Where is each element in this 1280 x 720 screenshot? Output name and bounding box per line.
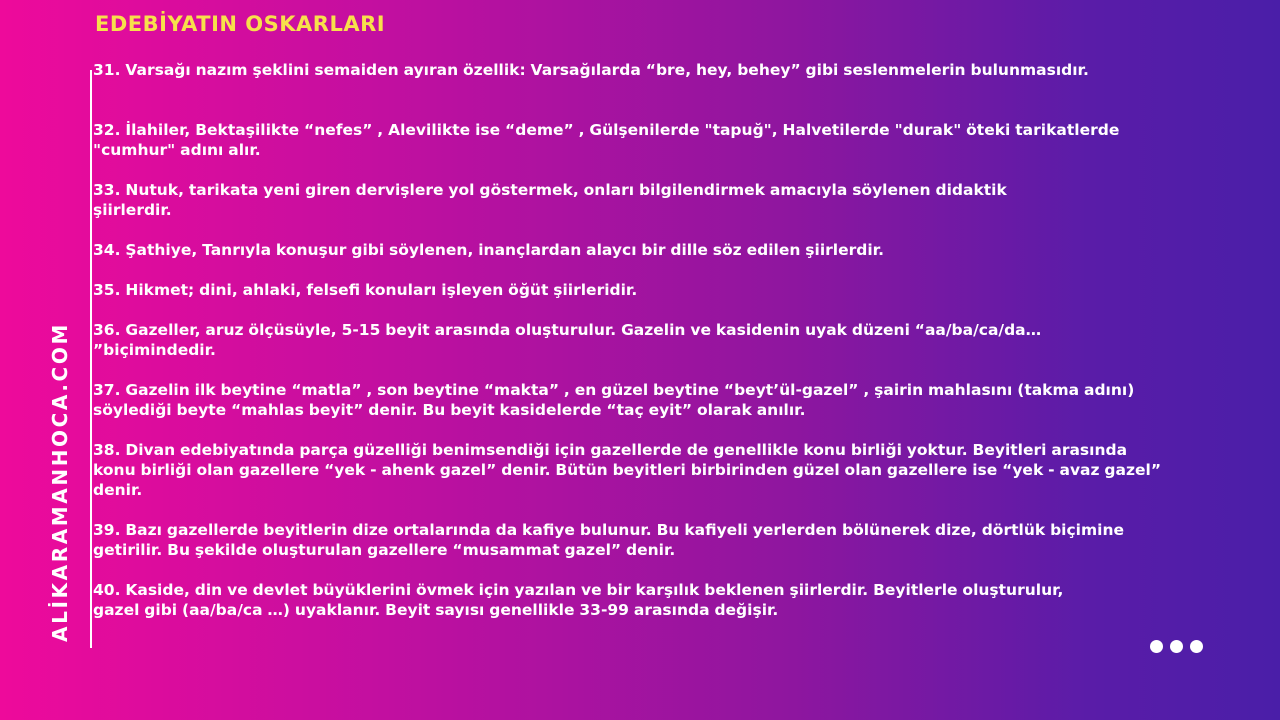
more-dots-icon[interactable]: [1150, 640, 1203, 653]
list-item: 39. Bazı gazellerde beyitlerin dize ortalarında da kafiye bulunur. Bu kafiyeli yerlerden bölünerek dize, dörtlük biçimine getirilir. Bu şekilde oluşturulan gazellere “musammat gazel” denir.: [93, 521, 1124, 559]
page-title: EDEBİYATIN OSKARLARI: [95, 12, 386, 36]
list-item: 31. Varsağı nazım şeklini semaiden ayıran özellik: Varsağılarda “bre, hey, behey” gibi seslenmelerin bulunmasıdır.: [93, 61, 1089, 79]
dot: [1190, 640, 1203, 653]
list-item: 37. Gazelin ilk beytine “matla” , son beytine “makta” , en güzel beytine “beyt’ül-gazel” , şairin mahlasını (takma adını) söylediği beyte “mahlas beyit” denir. Bu beyit kasidelerde “taç eyit” olarak anılır.: [93, 381, 1135, 419]
list-item: 34. Şathiye, Tanrıyla konuşur gibi söylenen, inançlardan alaycı bir dille söz edilen şiirlerdir.: [93, 241, 884, 259]
dot: [1170, 640, 1183, 653]
vertical-divider: [90, 70, 92, 648]
list-item: 32. İlahiler, Bektaşilikte “nefes” , Alevilikte ise “deme” , Gülşenilerde "tapuğ", Halvetilerde "durak" öteki tarikatlerde "cumhur" adını alır.: [93, 121, 1120, 159]
list-item: 40. Kaside, din ve devlet büyüklerini övmek için yazılan ve bir karşılık beklenen şiirlerdir. Beyitlerle oluşturulur, gazel gibi (aa/ba/ca …) uyaklanır. Beyit sayısı genellikle 33-99 arasında değişir.: [93, 581, 1064, 619]
list-item: 35. Hikmet; dini, ahlaki, felsefi konuları işleyen öğüt şiirleridir.: [93, 281, 638, 299]
site-watermark: ALİKARAMANHOCA.COM: [48, 322, 72, 642]
list-item: 38. Divan edebiyatında parça güzelliği benimsendiği için gazellerde de genellikle konu birliği yoktur. Beyitleri arasında konu birliği olan gazellere “yek - ahenk gazel” denir. Bütün beyitleri birbirinden güzel olan gazellere ise “yek - avaz gazel” denir.: [93, 441, 1162, 499]
list-item: 36. Gazeller, aruz ölçüsüyle, 5-15 beyit arasında oluşturulur. Gazelin ve kasidenin uyak düzeni “aa/ba/ca/da… ”biçimindedir.: [93, 321, 1042, 359]
list-item: 33. Nutuk, tarikata yeni giren dervişlere yol göstermek, onları bilgilendirmek amacıyla söylenen didaktik şiirlerdir.: [93, 181, 1007, 219]
dot: [1150, 640, 1163, 653]
